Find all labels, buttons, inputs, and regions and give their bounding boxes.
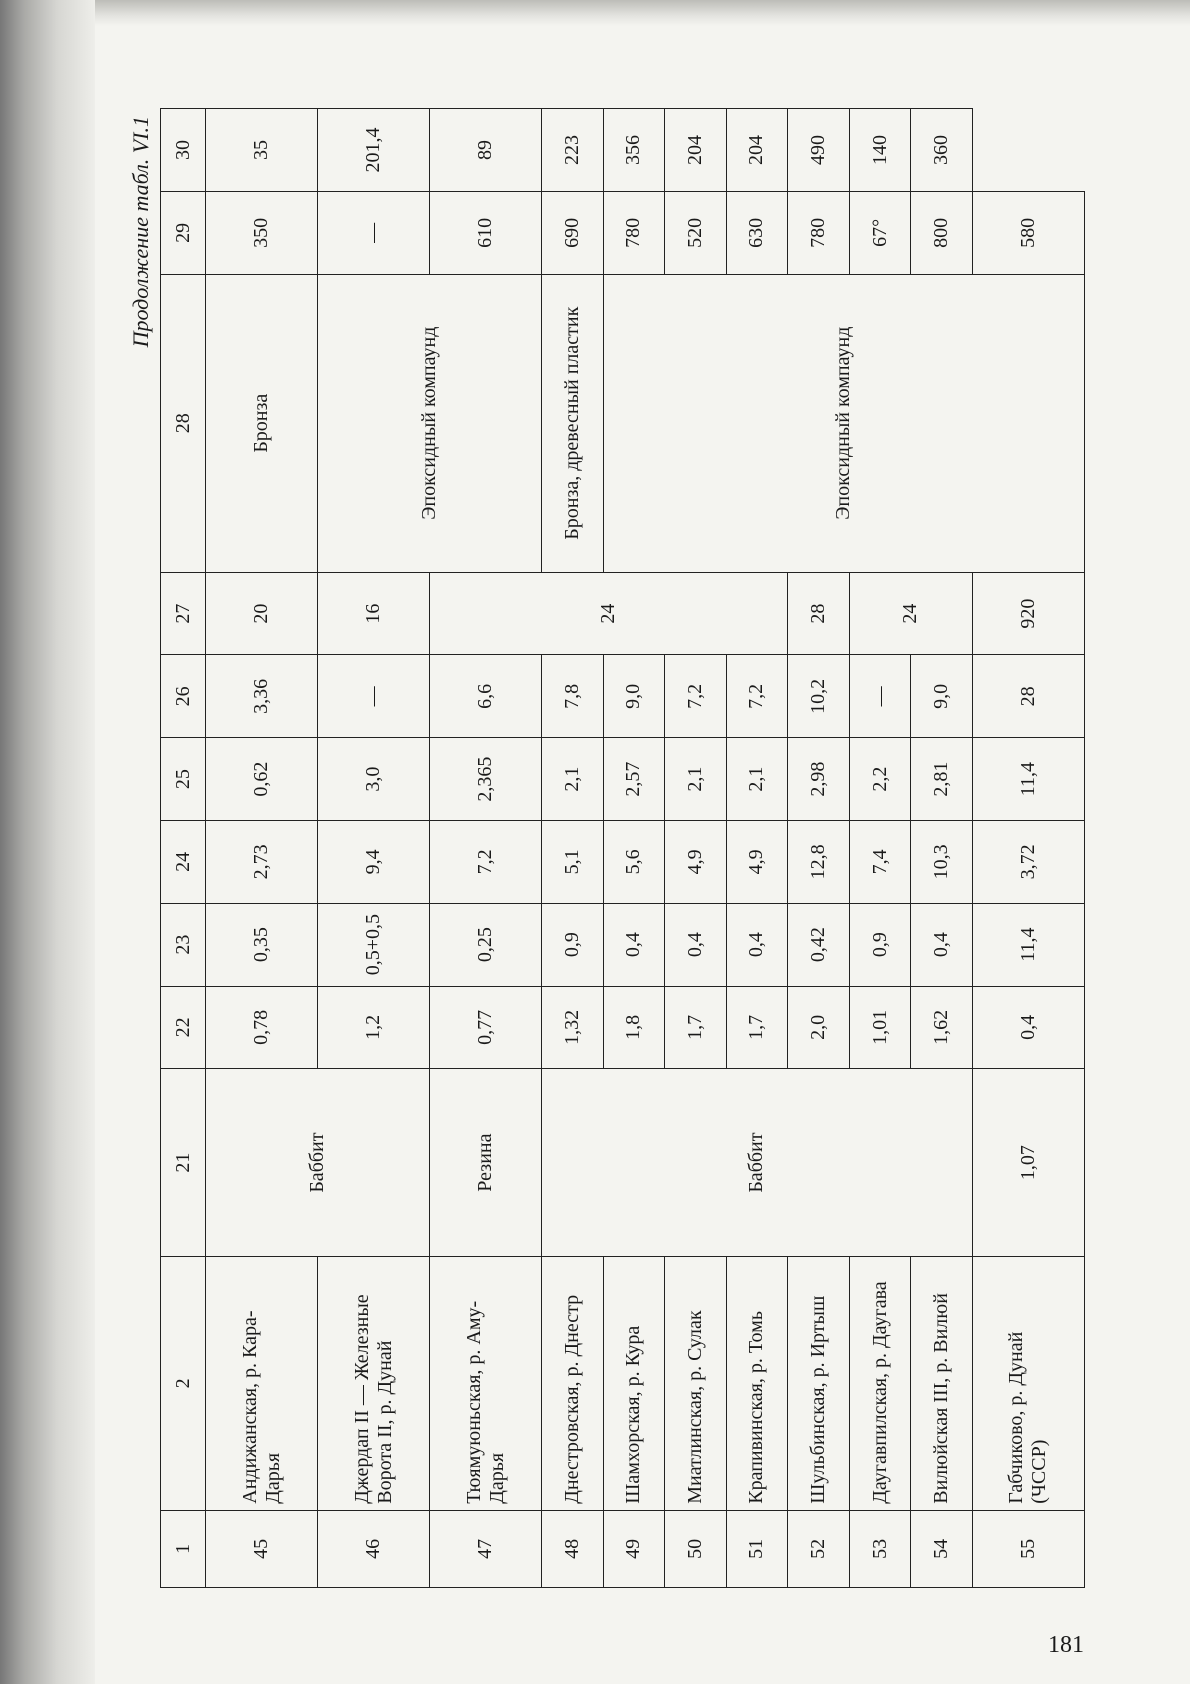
value-cell: 2,1: [542, 738, 604, 821]
plant-name: Габчиково, р. Дунай (ЧССР): [972, 1256, 1084, 1510]
row-number: 50: [665, 1510, 727, 1587]
value-cell: 0,42: [788, 903, 850, 986]
value-cell: 2,57: [603, 738, 665, 821]
value-cell: 520: [665, 191, 727, 274]
value-cell: 580: [972, 191, 1084, 274]
value-cell: 2,1: [726, 738, 788, 821]
value-cell: —: [318, 191, 430, 274]
material-cell: Бронза, древесный пластик: [542, 274, 604, 572]
value-cell: 140: [849, 109, 911, 192]
value-cell: 7,8: [542, 655, 604, 738]
plant-name: Тюямуюньская, р. Аму-Дарья: [430, 1256, 542, 1510]
value-cell: 4,9: [726, 820, 788, 903]
header-cell: 21: [161, 1069, 206, 1257]
value-cell: 89: [430, 109, 542, 192]
value-cell: 920: [972, 572, 1084, 655]
value-cell: 24: [849, 572, 972, 655]
value-cell: 10,2: [788, 655, 850, 738]
header-cell: 24: [161, 820, 206, 903]
plant-name: Даугавпилская, р. Даугава: [849, 1256, 911, 1510]
value-cell: 5,6: [603, 820, 665, 903]
rotated-table-area: [128, 108, 1085, 1588]
value-cell: 20: [206, 572, 318, 655]
value-cell: 10,3: [911, 820, 973, 903]
hydro-plants-table: [160, 108, 1085, 1588]
value-cell: 2,365: [430, 738, 542, 821]
value-cell: 350: [206, 191, 318, 274]
value-cell: 35: [206, 109, 318, 192]
value-cell: 0,9: [542, 903, 604, 986]
table-row: [542, 109, 604, 1588]
header-cell: 25: [161, 738, 206, 821]
value-cell: 610: [430, 191, 542, 274]
value-cell: 1,07: [972, 1069, 1084, 1257]
value-cell: 3,36: [206, 655, 318, 738]
value-cell: 780: [603, 191, 665, 274]
header-cell: 1: [161, 1510, 206, 1587]
value-cell: 356: [603, 109, 665, 192]
value-cell: 12,8: [788, 820, 850, 903]
value-cell: —: [849, 655, 911, 738]
value-cell: 1,32: [542, 986, 604, 1069]
value-cell: 800: [911, 191, 973, 274]
material-cell: Баббит: [206, 1069, 430, 1257]
value-cell: 5,1: [542, 820, 604, 903]
value-cell: 1,2: [318, 986, 430, 1069]
value-cell: 1,7: [726, 986, 788, 1069]
value-cell: 7,4: [849, 820, 911, 903]
value-cell: 7,2: [726, 655, 788, 738]
value-cell: 1,8: [603, 986, 665, 1069]
material-cell: Бронза: [206, 274, 318, 572]
plant-name: Андижанская, р. Кара-Дарья: [206, 1256, 318, 1510]
row-number: 51: [726, 1510, 788, 1587]
header-cell: 27: [161, 572, 206, 655]
value-cell: 11,4: [972, 903, 1084, 986]
row-number: 46: [318, 1510, 430, 1587]
value-cell: 0,25: [430, 903, 542, 986]
value-cell: —: [318, 655, 430, 738]
value-cell: 360: [911, 109, 973, 192]
row-number: 47: [430, 1510, 542, 1587]
value-cell: 0,78: [206, 986, 318, 1069]
value-cell: 1,01: [849, 986, 911, 1069]
value-cell: 2,1: [665, 738, 727, 821]
value-cell: 490: [788, 109, 850, 192]
value-cell: 28: [788, 572, 850, 655]
value-cell: 780: [788, 191, 850, 274]
value-cell: 9,0: [911, 655, 973, 738]
header-cell: 29: [161, 191, 206, 274]
value-cell: 0,4: [603, 903, 665, 986]
material-cell: Эпоксидный компаунд: [318, 274, 542, 572]
table-row: [318, 109, 430, 1588]
plant-name: Шульбинская, р. Иртыш: [788, 1256, 850, 1510]
plant-name: Шамхорская, р. Кура: [603, 1256, 665, 1510]
plant-name: Днестровская, р. Днестр: [542, 1256, 604, 1510]
material-cell: Эпоксидный компаунд: [603, 274, 1084, 572]
header-cell: 22: [161, 986, 206, 1069]
plant-name: Вилюйская III, р. Вилюй: [911, 1256, 973, 1510]
plant-name: Миатлинская, р. Сулак: [665, 1256, 727, 1510]
value-cell: 0,4: [726, 903, 788, 986]
value-cell: 11,4: [972, 738, 1084, 821]
page-number: 181: [1048, 1632, 1084, 1658]
value-cell: 204: [665, 109, 727, 192]
row-number: 49: [603, 1510, 665, 1587]
value-cell: 0,4: [665, 903, 727, 986]
value-cell: 2,2: [849, 738, 911, 821]
value-cell: 0,4: [972, 986, 1084, 1069]
value-cell: 4,9: [665, 820, 727, 903]
value-cell: 9,4: [318, 820, 430, 903]
header-cell: 28: [161, 274, 206, 572]
value-cell: 0,4: [911, 903, 973, 986]
value-cell: 0,62: [206, 738, 318, 821]
value-cell: 6,6: [430, 655, 542, 738]
value-cell: 2,73: [206, 820, 318, 903]
value-cell: 28: [972, 655, 1084, 738]
value-cell: 630: [726, 191, 788, 274]
table-row: [603, 109, 665, 1588]
value-cell: 0,5+0,5: [318, 903, 430, 986]
value-cell: 3,72: [972, 820, 1084, 903]
value-cell: 24: [430, 572, 788, 655]
value-cell: 67°: [849, 191, 911, 274]
plant-name: Джердап II — Железные Ворота II, р. Дунай: [318, 1256, 430, 1510]
row-number: 48: [542, 1510, 604, 1587]
value-cell: 1,7: [665, 986, 727, 1069]
scan-binding-shadow: [0, 0, 95, 1684]
header-cell: 26: [161, 655, 206, 738]
value-cell: 16: [318, 572, 430, 655]
material-cell: Баббит: [542, 1069, 973, 1257]
value-cell: 1,62: [911, 986, 973, 1069]
row-number: 54: [911, 1510, 973, 1587]
value-cell: 0,77: [430, 986, 542, 1069]
value-cell: 7,2: [665, 655, 727, 738]
value-cell: 223: [542, 109, 604, 192]
header-cell: 2: [161, 1256, 206, 1510]
value-cell: 204: [726, 109, 788, 192]
header-cell: 23: [161, 903, 206, 986]
row-number: 52: [788, 1510, 850, 1587]
table-row: [206, 109, 318, 1588]
value-cell: 9,0: [603, 655, 665, 738]
value-cell: 690: [542, 191, 604, 274]
value-cell: 2,0: [788, 986, 850, 1069]
header-row: [161, 109, 206, 1588]
header-cell: 30: [161, 109, 206, 192]
value-cell: 3,0: [318, 738, 430, 821]
row-number: 55: [972, 1510, 1084, 1587]
material-cell: Резина: [430, 1069, 542, 1257]
value-cell: 0,9: [849, 903, 911, 986]
value-cell: 201,4: [318, 109, 430, 192]
plant-name: Крапивинская, р. Томь: [726, 1256, 788, 1510]
row-number: 45: [206, 1510, 318, 1587]
value-cell: 2,98: [788, 738, 850, 821]
value-cell: 0,35: [206, 903, 318, 986]
row-number: 53: [849, 1510, 911, 1587]
value-cell: 2,81: [911, 738, 973, 821]
scan-top-shadow: [95, 0, 1190, 26]
table-caption: Продолжение табл. VI.1: [128, 116, 153, 348]
value-cell: 7,2: [430, 820, 542, 903]
